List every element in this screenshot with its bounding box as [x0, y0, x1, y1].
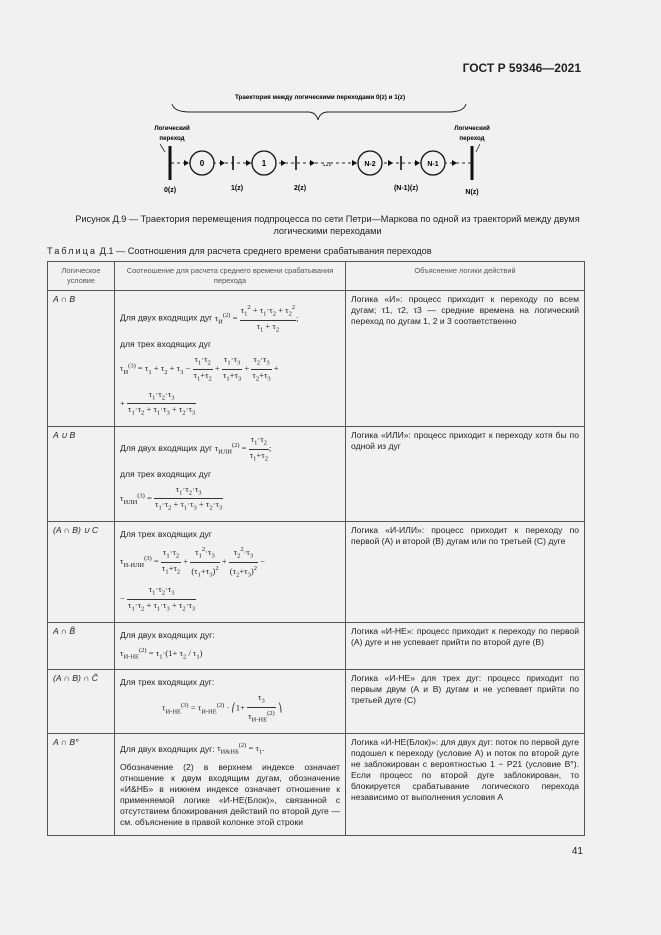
- table-header-row: [48, 262, 585, 291]
- header-condition: Логическое условие: [48, 262, 115, 291]
- right-transition-label-1: Логический: [454, 125, 490, 132]
- row-relation: [115, 733, 346, 836]
- formula: $\tau_{ИЛИ}^{(3)}$ = $\frac{\tau_1\cdot\tau_2\cdot\tau_3}{\tau_1\cdot\tau_2 + \tau_1\cdot\tau_3 + \tau_2\cdot\tau_3}$: [120, 483, 223, 513]
- table-row: [48, 733, 585, 836]
- row-condition: A ∪ B: [48, 427, 115, 522]
- ellipsis: …: [322, 158, 332, 168]
- table-row: [48, 622, 585, 670]
- petri-trajectory-figure: [130, 88, 490, 198]
- row-relation: [115, 622, 346, 670]
- relation-text: Для трех входящих дуг:: [120, 677, 215, 688]
- node-n-1-label: N-1: [427, 161, 439, 168]
- relation-text: Для двух входящих дуг:: [120, 629, 215, 640]
- table-row: [48, 427, 585, 522]
- header-relation: Соотношение для расчета среднего времени срабатывания перехода: [115, 262, 346, 291]
- row-condition: A ∩ B̃: [48, 622, 115, 670]
- header-explanation: Объяснение логики действий: [346, 262, 585, 291]
- relation-text: Для двух входящих дуг: [120, 443, 213, 454]
- formula: $\tau_{И-НЕ}^{(2)} = \tau_1\cdot(1+ \tau_2 / \tau_1)$: [120, 646, 203, 661]
- relation-text: Для двух входящих дуг:: [120, 743, 215, 754]
- left-transition-label-1: Логический: [154, 125, 190, 132]
- row-relation: [115, 291, 346, 427]
- tick-1z: 1(z): [230, 185, 244, 192]
- relation-text: Для двух входящих дуг: [120, 312, 213, 323]
- row-explanation: Логика «И-НЕ(Блок)»: для двух дуг: поток по первой дуге подошел к переходу (условие A) и поток по второй дуге не заблокирован с вероятностью 1 − P21 (условие B°). Если процесс по второй дуге заблокирован, то блокируется срабатывание логического перехода независимо от выполнения условия A: [346, 733, 585, 836]
- tick-n-1z: (N-1)(z): [393, 185, 419, 192]
- row-explanation: Логика «И-ИЛИ»: процесс приходит к переходу по первой (A) и второй (B) дугам или по третьей (C) дуге: [346, 522, 585, 623]
- relation-text: Для трех входящих дуг: [120, 529, 212, 540]
- left-transition-label-2: переход: [159, 135, 185, 142]
- table-row: [48, 291, 585, 427]
- table-caption: [47, 246, 432, 256]
- relations-table: [47, 261, 585, 836]
- row-relation: [115, 427, 346, 522]
- relation-text: для трех входящих дуг: [120, 468, 212, 479]
- formula: $\tau_{ИЛИ}^{(2)}$ = $\frac{\tau_1\cdot\tau_2}{\tau_1+\tau_2}$ ;: [214, 434, 272, 463]
- relation-text: для трех входящих дуг: [120, 339, 212, 350]
- row-condition: A ∩ B°: [48, 733, 115, 836]
- formula: $\tau_И^{(2)}$ = $\frac{\tau_1^2 + \tau_1\cdot\tau_2 + \tau_2^2}{\tau_1 + \tau_2}$ ;: [214, 304, 299, 334]
- node-n-2-label: N-2: [364, 161, 376, 168]
- formula: + $\frac{\tau_1\cdot\tau_2\cdot\tau_3}{\tau_1\cdot\tau_2 + \tau_1\cdot\tau_3 + \tau_2\cdot\tau_3}$: [120, 388, 196, 418]
- row-explanation: Логика «И-НЕ» для трех дуг: процесс приходит по первым двум (A и B) дугам и не успевает прийти по третьей дуге (C): [346, 670, 585, 733]
- row-condition: A ∩ B: [48, 291, 115, 427]
- row-relation: [115, 522, 346, 623]
- page-number: 41: [571, 846, 583, 857]
- table-row: [48, 522, 585, 623]
- tick-nz: N(z): [465, 189, 479, 196]
- row-explanation: Логика «ИЛИ»: процесс приходит к переходу хотя бы по одной из дуг: [346, 427, 585, 522]
- trajectory-label: Траектория между логическими переходами 0(z) и 1(z): [234, 94, 406, 101]
- standard-header: ГОСТ Р 59346—2021: [462, 61, 581, 75]
- table-caption-word: Таблица: [47, 246, 98, 256]
- tick-0z: 0(z): [163, 187, 177, 194]
- table-caption-text: Д.1 — Соотношения для расчета среднего времени срабатывания переходов: [99, 246, 432, 256]
- row-condition: (A ∩ B) ∩ C̃: [48, 670, 115, 733]
- formula: $\tau_{И-НЕ}^{(3)} = \tau_{И-НЕ}^{(2)}$ · ⎛1+ $\frac{\tau_3}{\tau_{И-НЕ}^{(2)}}$ ⎞: [162, 692, 283, 724]
- row-condition: (A ∩ B) ∪ C: [48, 522, 115, 623]
- relation-text: Обозначение (2) в верхнем индексе означает отношение к двум входящим дугам, обозначение «И&НБ» в нижнем индексе означает отношение к применяемой логике «И-НЕ(Блок)», связанной с отсутствием блокирования действий по второй дуге — см. объяснение в правой колонке этой строки: [120, 762, 340, 828]
- trajectory-brace: [172, 104, 466, 120]
- figure-caption: Рисунок Д.9 — Траектория перемещения подпроцесса по сети Петри—Маркова по одной из траекторий между двумя логическими переходами: [75, 214, 580, 236]
- tick-2z: 2(z): [293, 185, 307, 192]
- formula: $\tau_{И\&НБ}^{(2)} = \tau_1$.: [217, 742, 265, 757]
- formula: − $\frac{\tau_1\cdot\tau_2\cdot\tau_3}{\tau_1\cdot\tau_2 + \tau_1\cdot\tau_3 + \tau_2\cdot\tau_3}$: [120, 584, 196, 613]
- right-transition-label-2: переход: [459, 135, 485, 142]
- row-explanation: Логика «И-НЕ»: процесс приходит к переходу по первой (A) дуге и не успевает прийти по второй дуге (B): [346, 622, 585, 670]
- node-1-label: 1: [261, 159, 267, 168]
- formula: $\tau_{И-ИЛИ}^{(3)}$ = $\frac{\tau_1\cdot\tau_2}{\tau_1+\tau_2}$ + $\frac{\tau_1^2\cdot\tau_3}{(\tau_1+\tau_3)^2}$ + $\frac{\tau_2^2\cdot\tau_3}{(\tau_2+\tau_3)^2}$ −: [120, 546, 265, 579]
- row-relation: [115, 670, 346, 733]
- table-row: [48, 670, 585, 733]
- row-explanation: Логика «И»: процесс приходит к переходу по всем дугам; τ1, τ2, τ3 — средние времена на логический переход по дугам 1, 2 и 3 соответственно: [346, 291, 585, 427]
- node-0-label: 0: [199, 159, 205, 168]
- formula: $\tau_И^{(3)} = \tau_1 + \tau_2 + \tau_3$ − $\frac{\tau_1\cdot\tau_2}{\tau_1+\tau_2}$ + $\frac{\tau_1\cdot\tau_3}{\tau_1+\tau_3}$ + $\frac{\tau_2\cdot\tau_3}{\tau_2+\tau_3}$ +: [120, 354, 279, 383]
